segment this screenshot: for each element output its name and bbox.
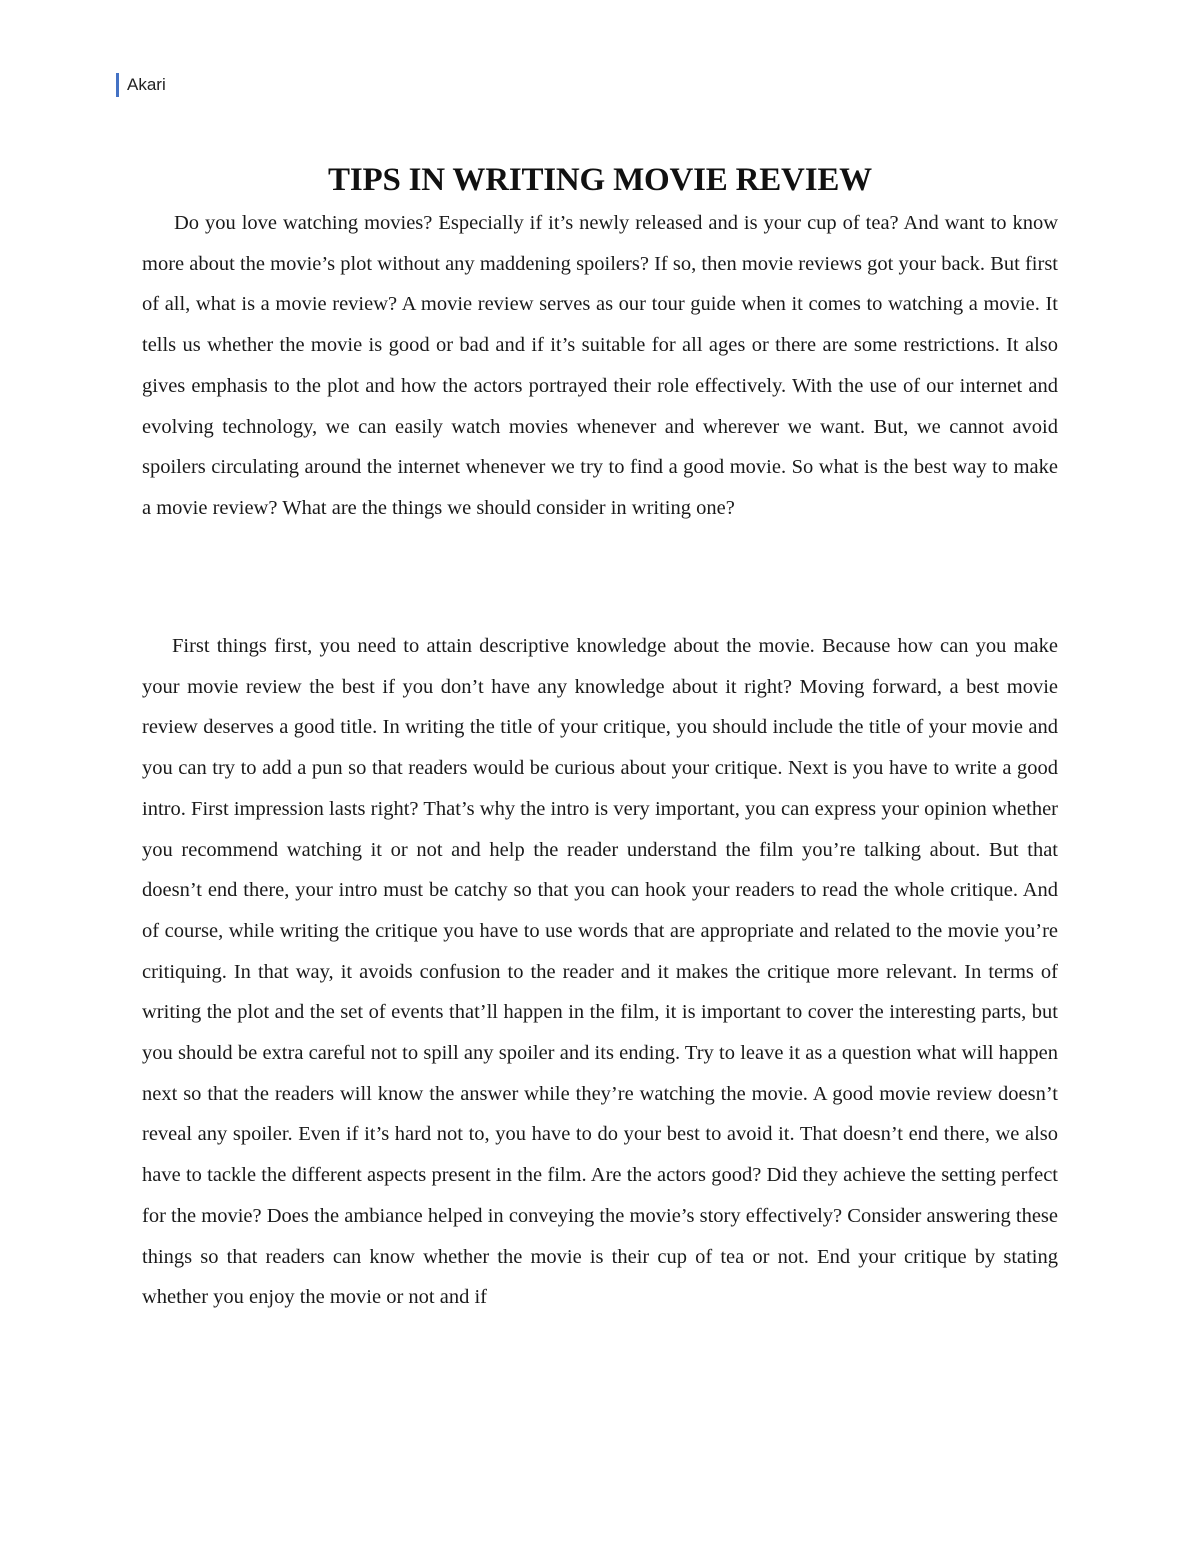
page-header	[116, 72, 166, 98]
body-paragraph-2: First things first, you need to attain descriptive knowledge about the movie. Because how can you make your movie review the best if you don’t have any knowledge about it right? Moving forward, a best movie review deserves a good title. In writing the title of your critique, you should include the title of your movie and you can try to add a pun so that readers would be curious about your critique. Next is you have to write a good intro. First impression lasts right? That’s why the intro is very important, you can express your opinion whether you recommend watching it or not and help the reader understand the film you’re talking about. But that doesn’t end there, your intro must be catchy so that you can hook your readers to read the whole critique. And of course, while writing the critique you have to use words that are appropriate and related to the movie you’re critiquing. In that way, it avoids confusion to the reader and it makes the critique more relevant. In terms of writing the plot and the set of events that’ll happen in the film, it is important to cover the interesting parts, but you should be extra careful not to spill any spoiler and its ending. Try to leave it as a question what will happen next so that the readers will know the answer while they’re watching the movie. A good movie review doesn’t reveal any spoiler. Even if it’s hard not to, you have to do your best to avoid it. That doesn’t end there, we also have to tackle the different aspects present in the film. Are the actors good? Did they achieve the setting perfect for the movie? Does the ambiance helped in conveying the movie’s story effectively? Consider answering these things so that readers can know whether the movie is their cup of tea or not. End your critique by stating whether you enjoy the movie or not and if	[142, 635, 1058, 1309]
author-name: Akari	[127, 75, 166, 94]
header-accent-bar	[116, 73, 119, 97]
document-title: TIPS IN WRITING MOVIE REVIEW	[328, 162, 872, 199]
body-paragraph-1: Do you love watching movies? Especially if it’s newly released and is your cup of tea? And want to know more about the movie’s plot without any maddening spoilers? If so, then movie reviews got your back. But first of all, what is a movie review? A movie review serves as our tour guide when it comes to watching a movie. It tells us whether the movie is good or bad and if it’s suitable for all ages or there are some restrictions. It also gives emphasis to the plot and how the actors portrayed their role effectively. With the use of our internet and evolving technology, we can easily watch movies whenever and wherever we want. But, we cannot avoid spoilers circulating around the internet whenever we try to find a good movie. So what is the best way to make a movie review? What are the things we should consider in writing one?	[142, 212, 1058, 519]
